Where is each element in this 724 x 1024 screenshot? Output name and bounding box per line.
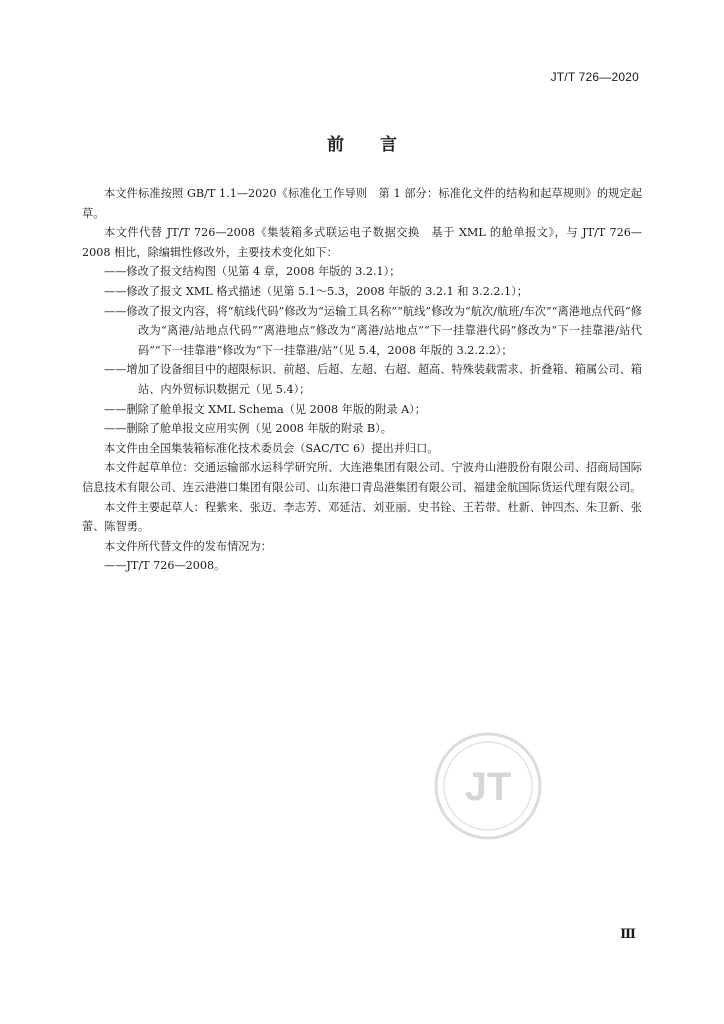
change-item: ——增加了设备细目中的超限标识、前超、后超、左超、右超、超高、特殊装载需求、折叠箱、箱属公司、箱站、内外贸标识数据元（见 5.4）； [104,363,642,396]
page-number: Ⅲ [620,926,636,941]
paragraph-replacement-statement: 本文件代替 JT/T 726—2008《集装箱多式联运电子数据交换 基于 XML 的舱单报文》，与 JT/T 726—2008 相比，除编辑性修改外，主要技术变化如下： [82,226,642,259]
change-item: ——修改了报文内容，将“航线代码”修改为“运输工具名称”“航线”修改为“航次/航班/车次”“离港地点代码”修改为“离港/站地点代码”“离港地点”修改为“离港/站地点”“下一挂靠港代码”修改为“下一挂靠港/站代码”“下一挂靠港”修改为“下一挂靠港/站”（见 5.4，2008 年版的 3.2.2.2）； [104,304,642,357]
svg-text:JT: JT [464,765,512,809]
jt-watermark-logo [432,730,544,842]
history-item: ——JT/T 726—2008。 [104,559,226,573]
page-title: 前言 [327,135,433,155]
standard-code-header: JT/T 726—2020 [550,70,639,84]
paragraph-history-intro: 本文件所代替文件的发布情况为： [104,539,272,553]
change-item: ——删除了舱单报文 XML Schema（见 2008 年版的附录 A）； [104,402,426,416]
paragraph-drafting-units: 本文件起草单位：交通运输部水运科学研究所、大连港集团有限公司、宁波舟山港股份有限公司、招商局国际信息技术有限公司、连云港港口集团有限公司、山东港口青岛港集团有限公司、福建金航国际货运代理有限公司。 [82,461,642,494]
paragraph-drafting-rules: 本文件标准按照 GB/T 1.1—2020《标准化工作导则 第 1 部分：标准化文件的结构和起草规则》的规定起草。 [82,187,642,220]
paragraph-drafters: 本文件主要起草人：程紫来、张迈、李志芳、邓延洁、刘亚丽、史书铨、王若带、杜新、钟四杰、朱卫新、张蕾、陈智勇。 [82,500,642,534]
document-body [82,184,642,576]
paragraph-committee: 本文件由全国集装箱标准化技术委员会（SAC/TC 6）提出并归口。 [104,441,439,455]
change-item: ——删除了舱单报文应用实例（见 2008 年版的附录 B）。 [104,422,392,436]
change-item: ——修改了报文结构图（见第 4 章，2008 年版的 3.2.1）； [104,265,401,279]
change-item: ——修改了报文 XML 格式描述（见第 5.1～5.3，2008 年版的 3.2.1 和 3.2.2.1）； [104,284,528,298]
